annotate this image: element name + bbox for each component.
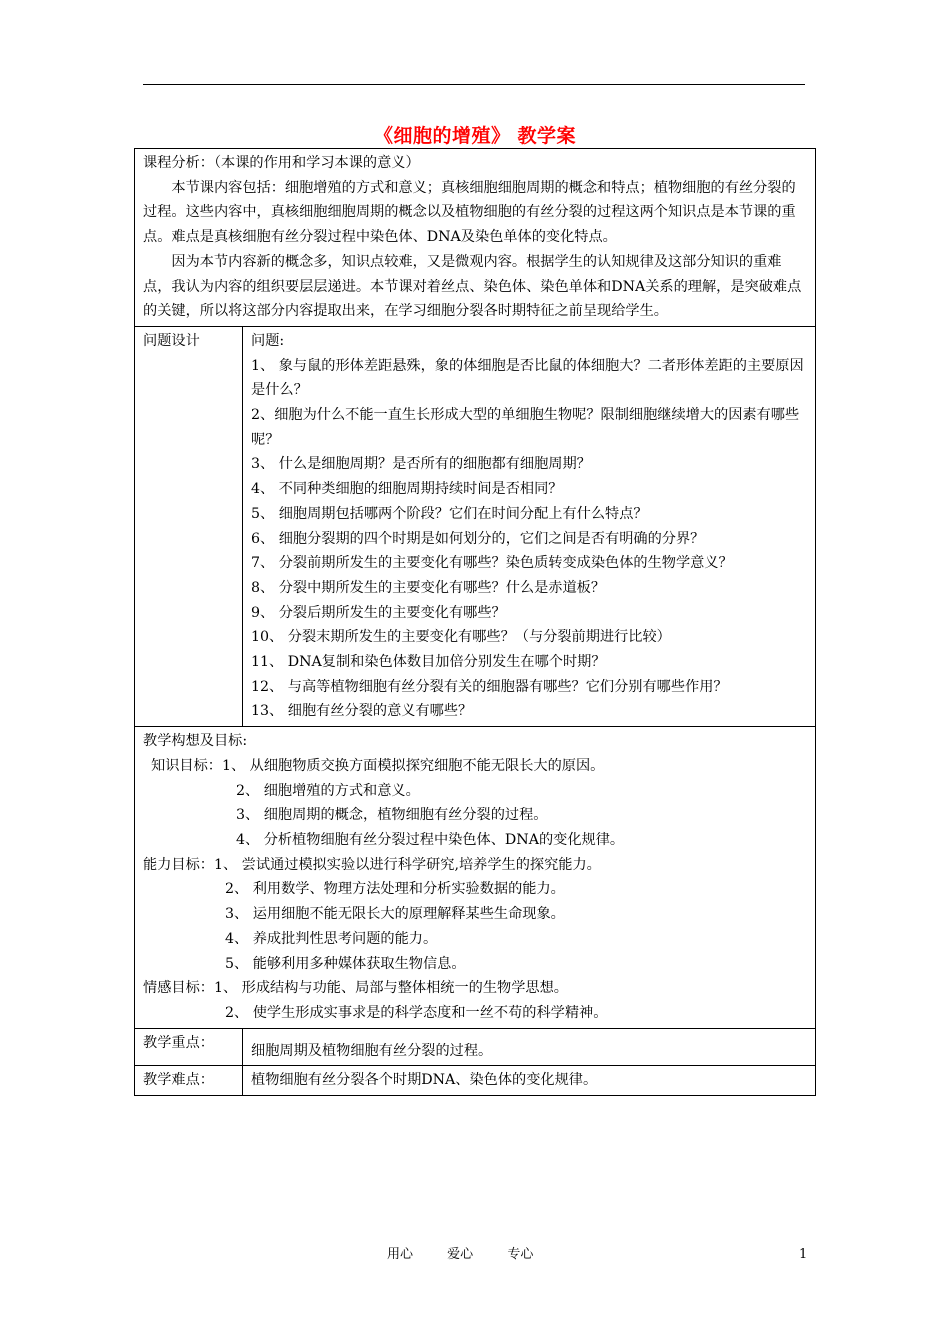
page-number: 1 [799,1247,808,1262]
key-point-label: 教学重点： [135,1028,243,1066]
footer-motto [387,1246,563,1264]
emotion-objective: 2、 使学生形成实事求是的科学态度和一丝不苟的科学精神。 [225,1004,608,1021]
question-item: 2、细胞为什么不能一直生长形成大型的单细胞生物呢？限制细胞继续增大的因素有哪些呢？ [251,407,800,448]
analysis-paragraph-1: 本节课内容包括：细胞增殖的方式和意义；真核细胞细胞周期的概念和特点；植物细胞的有丝分裂的过程。这些内容中，真核细胞细胞周期的概念以及植物细胞的有丝分裂的过程这两个知识点是本节课的重点。难点是真核细胞有丝分裂过程中染色体、DNA及染色单体的变化特点。 [143,179,796,246]
analysis-heading: 课程分析：（本课的作用和学习本课的意义） [143,155,420,171]
ability-objective: 4、 养成批判性思考问题的能力。 [225,930,438,947]
question-item: 7、 分裂前期所发生的主要变化有哪些？染色质转变成染色体的生物学意义？ [251,555,733,572]
objectives-heading: 教学构想及目标: [143,733,248,750]
knowledge-objective: 知识目标：1、 从细胞物质交换方面模拟探究细胞不能无限长大的原因。 [151,757,605,774]
objectives-cell [135,727,816,1028]
footer-word: 用心 [387,1247,414,1262]
key-point-text: 细胞周期及植物细胞有丝分裂的过程。 [243,1028,816,1066]
difficulty-text: 植物细胞有丝分裂各个时期DNA、染色体的变化规律。 [243,1066,816,1096]
ability-objective: 能力目标：1、 尝试通过模拟实验以进行科学研究,培养学生的探究能力。 [143,856,601,873]
questions-heading: 问题: [251,332,285,349]
knowledge-objective: 4、 分析植物细胞有丝分裂过程中染色体、DNA的变化规律。 [236,831,625,848]
questions-row [135,326,816,726]
question-item: 8、 分裂中期所发生的主要变化有哪些？什么是赤道板？ [251,579,606,596]
question-item: 6、 细胞分裂期的四个时期是如何划分的，它们之间是否有明确的分界？ [251,530,705,547]
question-item: 11、 DNA复制和染色体数目加倍分别发生在哪个时期？ [251,654,606,671]
question-item: 1、 象与鼠的形体差距悬殊，象的体细胞是否比鼠的体细胞大？二者形体差距的主要原因是什么？ [251,357,804,399]
ability-objective: 5、 能够利用多种媒体获取生物信息。 [225,955,466,972]
lesson-plan-table [134,148,816,1096]
analysis-cell [135,149,816,327]
question-item: 13、 细胞有丝分裂的意义有哪些？ [251,703,473,720]
question-item: 9、 分裂后期所发生的主要变化有哪些？ [251,604,506,621]
ability-objective: 3、 运用细胞不能无限长大的原理解释某些生命现象。 [225,906,565,923]
footer-word: 专心 [507,1247,534,1262]
analysis-paragraph-2: 因为本节内容新的概念多，知识点较难，又是微观内容。根据学生的认知规律及这部分知识的重难点，我认为内容的组织要层层递进。本节课对着丝点、染色体、染色单体和DNA关系的理解，是突破难点的关键，所以将这部分内容提取出来，在学习细胞分裂各时期特征之前呈现给学生。 [143,253,802,320]
key-point-row [135,1028,816,1066]
footer-word: 爱心 [447,1247,474,1262]
document-title: 《细胞的增殖》 教学案 [373,125,577,147]
difficulty-row [135,1066,816,1096]
header-rule [143,84,805,85]
question-item: 12、 与高等植物细胞有丝分裂有关的细胞器有哪些？它们分别有哪些作用？ [251,678,728,695]
analysis-row [135,149,816,327]
questions-cell [243,326,816,726]
objectives-row [135,727,816,1028]
question-item: 3、 什么是细胞周期？是否所有的细胞都有细胞周期？ [251,456,591,473]
difficulty-label: 教学难点： [135,1066,243,1096]
question-item: 4、 不同种类细胞的细胞周期持续时间是否相同？ [251,481,563,498]
question-item: 5、 细胞周期包括哪两个阶段？它们在时间分配上有什么特点？ [251,505,648,522]
emotion-objective: 情感目标：1、 形成结构与功能、局部与整体相统一的生物学思想。 [143,980,568,997]
ability-objective: 2、 利用数学、物理方法处理和分析实验数据的能力。 [225,881,565,898]
knowledge-objective: 3、 细胞周期的概念，植物细胞有丝分裂的过程。 [236,807,548,824]
knowledge-objective: 2、 细胞增殖的方式和意义。 [236,782,420,799]
question-item: 10、 分裂末期所发生的主要变化有哪些？（与分裂前期进行比较） [251,629,671,646]
questions-label: 问题设计 [135,326,243,726]
